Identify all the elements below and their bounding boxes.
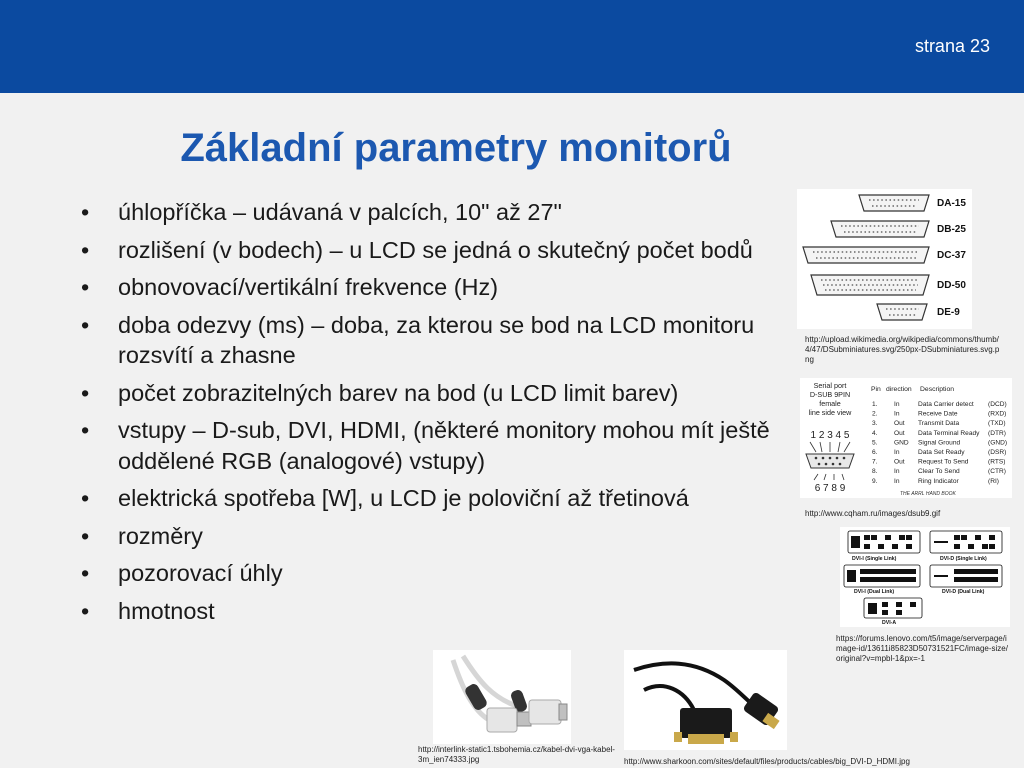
dvi-connectors-image [840,527,1010,627]
serial-col-header: Pin [871,386,881,393]
serial-table-cell: In [894,449,900,456]
serial-table-cell: 7. [872,458,878,466]
list-item [75,483,795,514]
list-item-text: vstupy – D-sub, DVI, HDMI, (některé monitory mohou mít ještě oddělené RGB (analogové) vstupy) [118,417,770,474]
serial-table-cell: Request To Send [918,458,969,466]
serial-caption-line: female [819,399,841,408]
bullet-icon: • [81,274,90,300]
pins-bottom-numbers: 6 7 8 9 [814,483,846,494]
connector-dd50-shape [811,275,929,295]
list-item [75,197,795,228]
bullet-icon: • [81,379,90,406]
serial-table-cell: In [894,401,900,408]
serial-table-cell: 1. [872,401,878,408]
serial-table-cell: In [894,410,900,418]
page-number: strana 23 [914,36,990,56]
serial-table-cell: Receive Date [918,410,958,418]
vga-cable-credit: http://interlink-static1.tsbohemia.cz/kabel-dvi-vga-kabel-3m_ien74333.jpg [418,745,615,764]
serial-table-cell: Ring Indicator [918,477,959,485]
bullet-icon: • [81,311,90,338]
serial-col-header: direction [886,386,912,393]
dvi-hdmi-cable-drawing [624,650,787,750]
serial-table-cell: (CTR) [988,468,1006,476]
bullet-icon: • [81,199,90,225]
serial-table-cell: (RTS) [988,458,1006,466]
list-item-text: úhlopříčka – udávaná v palcích, 10" až 27" [118,199,562,225]
list-item [75,310,795,371]
bullet-icon: • [81,522,90,549]
list-item [75,558,795,589]
db9-connector-shape [806,454,854,468]
pins-top-numbers: 1 2 3 4 5 [810,430,850,441]
serial-table-cell: (TXD) [988,420,1006,428]
serial-caption-line: line side view [808,408,852,417]
serial-table-cell: GND [894,439,909,447]
serial-table-cell: (RXD) [988,410,1007,418]
label-dd50: DD-50 [937,280,966,291]
label-dc37: DC-37 [937,250,966,261]
serial-table-cell: Data Set Ready [918,449,965,456]
label-da15: DA-15 [937,198,966,209]
serial-table-cell: 4. [872,429,878,437]
serial-table-cell: Data Carrier detect [918,401,974,408]
list-item [75,235,795,266]
serial-table-cell: Data Terminal Ready [918,429,980,437]
dvi-label: DVI-D (Dual Link) [942,589,985,595]
serial-footer: THE ARRL HAND BOOK [900,491,956,497]
list-item-text: rozlišení (v bodech) – u LCD se jedná o skutečný počet bodů [118,236,753,263]
list-item [75,378,795,409]
serial-table-cell: 6. [872,449,878,456]
bullet-icon: • [81,597,90,624]
label-db25: DB-25 [937,224,966,235]
serial-image-credit: http://www.cqham.ru/images/dsub9.gif [805,509,941,518]
serial-table-cell: Out [894,429,905,437]
hdmi-cable-credit: http://www.sharkoon.com/sites/default/files/products/cables/big_DVI-D_HDMI.jpg [624,757,910,766]
serial-pinout-image [800,378,1012,498]
label-de9: DE-9 [937,307,960,318]
serial-table-cell: (GND) [988,439,1008,447]
connector-dc37-shape [803,247,929,263]
list-item [75,272,795,303]
list-item-text: hmotnost [118,597,215,624]
serial-table-cell: Out [894,458,905,466]
list-item-text: pozorovací úhly [118,560,283,586]
serial-table-cell: 9. [872,477,878,485]
connector-de9-shape [877,304,927,320]
bullet-icon: • [81,560,90,586]
serial-table-cell: 5. [872,439,878,447]
list-item-text: elektrická spotřeba [W], u LCD je poloviční až třetinová [118,485,689,511]
serial-table-cell: Transmit Data [918,420,960,428]
dsub-connectors-image [797,189,972,329]
header-bar [0,0,1024,93]
dvi-label: DVI-I (Dual Link) [854,589,895,595]
bullet-list [75,197,795,633]
bullet-icon: • [81,485,90,511]
serial-table-cell: In [894,468,900,476]
serial-table-cell: 2. [872,410,878,418]
serial-table-cell: In [894,477,900,485]
dvi-label: DVI-D (Single Link) [940,556,987,562]
serial-table-cell: (DCD) [988,401,1007,408]
bullet-icon: • [81,417,90,443]
dvi-label: DVI-I (Single Link) [852,556,897,562]
connector-da15-shape [859,195,929,211]
serial-table-cell: 3. [872,420,878,428]
dvi-image-credit: https://forums.lenovo.com/t5/image/serverpage/image-id/13611i85823D50731521FC/image-size/original?v=mpbl-1&px=-1 [836,634,1008,663]
serial-caption-line: D-SUB 9PIN [809,390,851,399]
serial-col-header: Description [920,386,954,393]
serial-table-cell: (DTR) [988,429,1006,437]
bullet-icon: • [81,236,90,263]
page-title: Základní parametry monitorů [180,126,732,170]
dvi-label: DVI-A [882,620,897,626]
dsub-image-credit: http://upload.wikimedia.org/wikipedia/commons/thumb/4/47/DSubminiatures.svg/250px-DSubminiatures.svg.png [805,335,1000,364]
dvi-hdmi-cable-photo [624,650,787,750]
serial-table-cell: (RI) [988,477,999,485]
serial-pinout-drawing [800,378,1012,498]
serial-table-cell: (DSR) [988,449,1007,456]
serial-caption-line: Serial port [813,381,847,390]
dvi-vga-cable-drawing [433,650,571,744]
list-item-text: doba odezvy (ms) – doba, za kterou se bod na LCD monitoru rozsvítí a zhasne [118,311,755,368]
serial-table-cell: Signal Ground [918,439,961,447]
list-item [75,596,795,627]
dvi-connectors-drawing [840,527,1010,627]
list-item [75,521,795,552]
connector-db25-shape [831,221,929,237]
list-item [75,415,795,476]
list-item-text: počet zobrazitelných barev na bod (u LCD limit barev) [118,379,679,406]
serial-table-cell: Out [894,420,905,428]
serial-table-cell: Clear To Send [918,468,960,476]
dsub-connectors-drawing [797,189,972,329]
list-item-text: rozměry [118,522,203,549]
list-item-text: obnovovací/vertikální frekvence (Hz) [118,274,499,300]
dvi-vga-cable-photo [433,650,571,744]
serial-table-cell: 8. [872,468,878,476]
